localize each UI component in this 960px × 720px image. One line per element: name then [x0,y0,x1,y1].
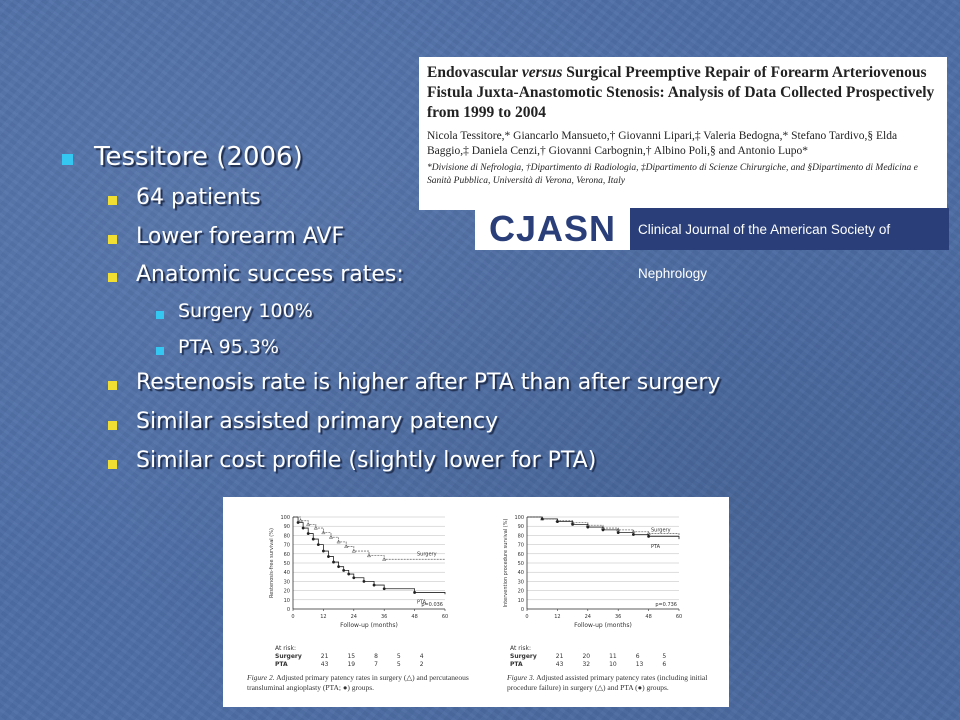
data-point-pta [647,535,650,538]
bullet-marker [108,273,117,282]
y-tick-label: 70 [283,542,290,549]
risk-label: PTA [275,661,288,668]
data-point-pta [541,517,544,520]
data-point-pta [363,580,366,583]
data-point-pta [586,526,589,529]
y-tick-label: 0 [286,607,290,613]
chart-figure-3 [497,511,747,651]
risk-value: 32 [582,661,591,668]
paper-authors: Nicola Tessitore,* Giancarlo Mansueto,† Giovanni Lipari,‡ Valeria Bedogna,* Stefano Tardivo,§ Elda Baggio,‡ Daniela Cenzi,† Giovanni Carbognin,† Albino Poli,§ and Antonio Lupo* [427,130,898,157]
risk-value: 21 [320,653,329,660]
bullet-marker [156,347,164,355]
bullet-anatomic-success: Anatomic success rates: [136,262,404,287]
x-axis-label: Follow-up (months) [340,622,398,629]
y-tick-label: 30 [283,579,290,586]
risk-label: PTA [510,661,523,668]
y-tick-label: 20 [283,588,290,595]
data-point-pta [307,532,310,535]
caption-figure-3: Figure 3. Adjusted assisted primary patency rates (including initial procedure failure) in surgery (△) and PTA (●) groups. [507,673,708,692]
y-tick-label: 90 [517,524,524,531]
x-axis-label: Follow-up (months) [574,622,632,629]
data-point-pta [571,523,574,526]
bullet-marker [62,154,73,165]
data-point-pta [342,569,345,572]
risk-value: 43 [320,661,329,668]
risk-value: 13 [635,661,644,668]
risk-header: At risk: [275,645,297,652]
series-label: Surgery [651,527,671,534]
y-tick-label: 50 [283,561,290,567]
y-tick-label: 80 [283,533,290,540]
risk-label: Surgery [510,653,537,660]
y-tick-label: 20 [517,588,524,595]
bullet-patency: Similar assisted primary patency [136,409,499,434]
paper-affiliations: *Divisione di Nefrologia, †Dipartimento di Radiologia, ‡Dipartimento di Scienze Chirurgiche, and §Dipartimento di Medicina e Sanità Pubblica, Università di Verona, Verona, Italy [427,163,918,186]
risk-value: 7 [374,661,378,668]
journal-abbrev: CJASN [475,208,630,250]
data-point-pta [383,587,386,590]
caption-figure-2: Figure 2. Adjusted primary patency rates in surgery (△) and percutaneous transluminal angioplasty (PTA; ●) groups. [247,673,469,692]
y-tick-label: 90 [283,524,290,531]
risk-value: 5 [396,661,401,668]
risk-value: 15 [347,653,356,660]
data-point-pta [352,576,355,579]
x-tick-label: 36 [381,614,388,620]
bullet-marker [108,381,117,390]
x-tick-label: 12 [554,614,561,620]
risk-value: 6 [635,653,640,660]
journal-name: Clinical Journal of the American Society of Nephrology [638,222,891,281]
data-point-pta [617,531,620,534]
risk-table-fig2 [275,645,429,669]
subbullet-surgery: Surgery 100% [178,300,313,322]
bullet-forearm-avf: Lower forearm AVF [136,224,345,249]
y-tick-label: 0 [520,607,524,613]
data-point-pta [317,543,320,546]
risk-value: 19 [347,661,356,668]
risk-value: 2 [419,661,424,668]
x-tick-label: 0 [525,614,529,620]
x-tick-label: 24 [350,614,357,620]
bullet-cost: Similar cost profile (slightly lower for PTA) [136,448,597,473]
x-tick-label: 0 [291,614,295,620]
data-point-pta [302,527,305,530]
x-tick-label: 24 [584,614,591,620]
y-tick-label: 10 [283,597,290,604]
bullet-marker [108,235,117,244]
figures-image [223,497,729,707]
bullet-patients: 64 patients [136,185,261,210]
x-tick-label: 60 [675,614,683,620]
data-point-pta [556,520,559,523]
risk-value: 10 [609,661,617,668]
risk-value: 5 [662,653,667,660]
main-bullet-text: Tessitore (2006) [94,142,303,172]
series-label: PTA [651,544,661,551]
y-tick-label: 50 [517,561,524,567]
x-tick-label: 60 [441,614,449,620]
data-point-pta [632,533,635,536]
bullet-marker [156,311,164,319]
chart-figure-2 [263,511,513,651]
data-point-pta [327,555,330,558]
subbullet-pta: PTA 95.3% [178,336,279,358]
data-point-pta [373,584,376,587]
bullet-marker [108,460,117,469]
data-point-pta [413,591,416,594]
data-point-pta [312,538,315,541]
y-axis-label: Intervention procedure survival (%) [503,518,509,608]
y-tick-label: 10 [517,597,524,604]
risk-value: 20 [582,653,591,660]
p-value-label: p=0.736 [655,602,677,608]
paper-title: Endovascular versus Surgical Preemptive Repair of Forearm Arteriovenous Fistula Juxta-Anastomotic Stenosis: Analysis of Data Collected Prospectively from 1999 to 2004 [427,64,935,121]
x-tick-label: 48 [411,614,418,620]
risk-header: At risk: [510,645,532,652]
data-point-pta [332,561,335,564]
risk-value: 4 [419,653,424,660]
y-tick-label: 60 [517,551,524,558]
bullet-marker [108,196,117,205]
bullet-marker [108,421,117,430]
risk-value: 11 [609,653,617,660]
paper-header-image [419,57,947,210]
data-point-pta [347,573,350,576]
risk-value: 8 [374,653,378,660]
risk-table-fig3 [510,645,671,669]
data-point-pta [297,521,300,524]
series-label: Surgery [417,551,437,558]
y-tick-label: 30 [517,579,524,586]
x-tick-label: 36 [615,614,622,620]
y-axis-label: Restenosis-free survival (%) [269,528,275,598]
series-label: PTA [417,599,427,606]
p-value-label: p=0.036 [421,602,443,608]
risk-value: 6 [662,661,667,668]
x-tick-label: 48 [645,614,652,620]
y-tick-label: 100 [514,515,524,521]
data-point-pta [337,565,340,568]
y-tick-label: 100 [280,515,290,521]
y-tick-label: 80 [517,533,524,540]
x-tick-label: 12 [320,614,327,620]
risk-label: Surgery [275,653,302,660]
risk-value: 21 [555,653,564,660]
risk-value: 5 [396,653,401,660]
data-point-pta [602,528,605,531]
y-tick-label: 40 [283,570,290,577]
y-tick-label: 60 [283,551,290,558]
risk-value: 43 [555,661,564,668]
y-tick-label: 40 [517,570,524,577]
data-point-pta [322,550,325,553]
bullet-restenosis: Restenosis rate is higher after PTA than after surgery [136,370,721,395]
y-tick-label: 70 [517,542,524,549]
journal-logo [475,208,949,281]
